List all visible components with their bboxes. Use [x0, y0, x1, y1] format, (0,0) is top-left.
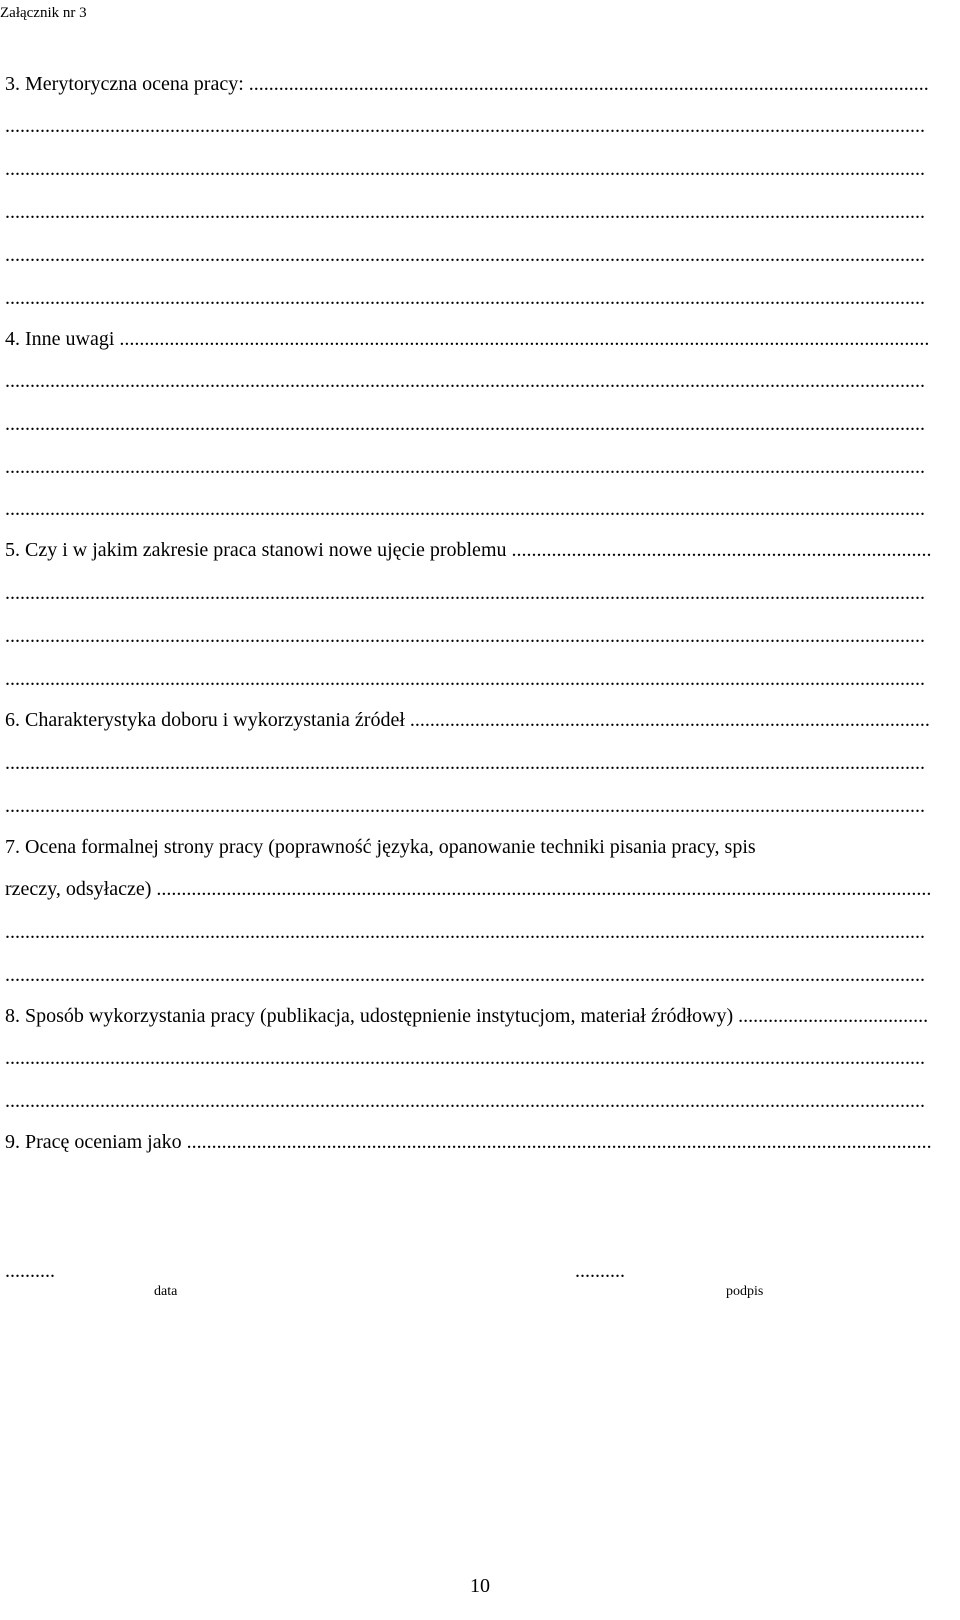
- date-dotted-line[interactable]: ..........: [5, 1260, 55, 1282]
- section-7-blank-line-1[interactable]: ........................................................................................................................................................................................: [5, 921, 925, 943]
- section-5-heading: [5, 538, 932, 562]
- section-5-label: 5. Czy i w jakim zakresie praca stanowi nowe ujęcie problemu: [5, 539, 512, 561]
- section-4-blank-line-3[interactable]: ........................................................................................................................................................................................: [5, 456, 925, 478]
- date-label: data: [154, 1284, 178, 1299]
- section-4-label: 4. Inne uwagi: [5, 328, 120, 350]
- section-4-blank-line-2[interactable]: ........................................................................................................................................................................................: [5, 413, 925, 435]
- section-4-heading: [5, 327, 929, 351]
- section-3-dotted-line[interactable]: ........................................................................................................................................: [248, 73, 929, 95]
- signature-dotted-line[interactable]: ..........: [575, 1260, 625, 1282]
- section-8-blank-line-2[interactable]: ........................................................................................................................................................................................: [5, 1090, 925, 1112]
- annex-label: Załącznik nr 3: [0, 5, 87, 21]
- section-6-blank-line-1[interactable]: ........................................................................................................................................................................................: [5, 752, 925, 774]
- section-7-continuation-label: rzeczy, odsyłacze): [5, 878, 157, 900]
- section-7-blank-line-2[interactable]: ........................................................................................................................................................................................: [5, 964, 925, 986]
- section-9-dotted-line[interactable]: .....................................................................................................................................................: [186, 1131, 932, 1153]
- section-5-blank-line-3[interactable]: ........................................................................................................................................................................................: [5, 668, 925, 690]
- section-3-heading: [5, 72, 929, 96]
- section-8-dotted-line[interactable]: ......................................: [738, 1005, 929, 1027]
- section-4-blank-line-4[interactable]: ........................................................................................................................................................................................: [5, 498, 925, 520]
- section-3-blank-line-4[interactable]: ........................................................................................................................................................................................: [5, 244, 925, 266]
- signature-label: podpis: [726, 1284, 764, 1299]
- section-7-dotted-line[interactable]: ...........................................................................................................................................................: [156, 878, 932, 900]
- section-4-dotted-line[interactable]: ..................................................................................................................................................................: [119, 328, 930, 350]
- section-3-label: 3. Merytoryczna ocena pracy:: [5, 73, 249, 95]
- section-5-dotted-line[interactable]: ....................................................................................: [511, 539, 932, 561]
- section-6-label: 6. Charakterystyka doboru i wykorzystania źródeł: [5, 709, 410, 731]
- section-5-blank-line-1[interactable]: ........................................................................................................................................................................................: [5, 582, 925, 604]
- section-3-blank-line-1[interactable]: ........................................................................................................................................................................................: [5, 115, 925, 137]
- section-6-dotted-line[interactable]: ........................................................................................................: [409, 709, 930, 731]
- section-3-blank-line-2[interactable]: ........................................................................................................................................................................................: [5, 158, 925, 180]
- section-3-blank-line-5[interactable]: ........................................................................................................................................................................................: [5, 287, 925, 309]
- section-5-blank-line-2[interactable]: ........................................................................................................................................................................................: [5, 625, 925, 647]
- section-9-label: 9. Pracę oceniam jako: [5, 1131, 187, 1153]
- section-8-blank-line-1[interactable]: ........................................................................................................................................................................................: [5, 1047, 925, 1069]
- section-4-blank-line-1[interactable]: ........................................................................................................................................................................................: [5, 370, 925, 392]
- section-7-continuation: [5, 877, 931, 901]
- section-8-label: 8. Sposób wykorzystania pracy (publikacja, udostępnienie instytucjom, materiał źródłowy): [5, 1005, 739, 1027]
- section-9-heading: [5, 1130, 932, 1154]
- section-8-heading: [5, 1004, 928, 1028]
- page-number: 10: [470, 1575, 490, 1597]
- section-7-heading: 7. Ocena formalnej strony pracy (poprawność języka, opanowanie techniki pisania pracy, spis: [5, 836, 756, 858]
- section-6-heading: [5, 708, 930, 732]
- section-3-blank-line-3[interactable]: ........................................................................................................................................................................................: [5, 201, 925, 223]
- section-6-blank-line-2[interactable]: ........................................................................................................................................................................................: [5, 795, 925, 817]
